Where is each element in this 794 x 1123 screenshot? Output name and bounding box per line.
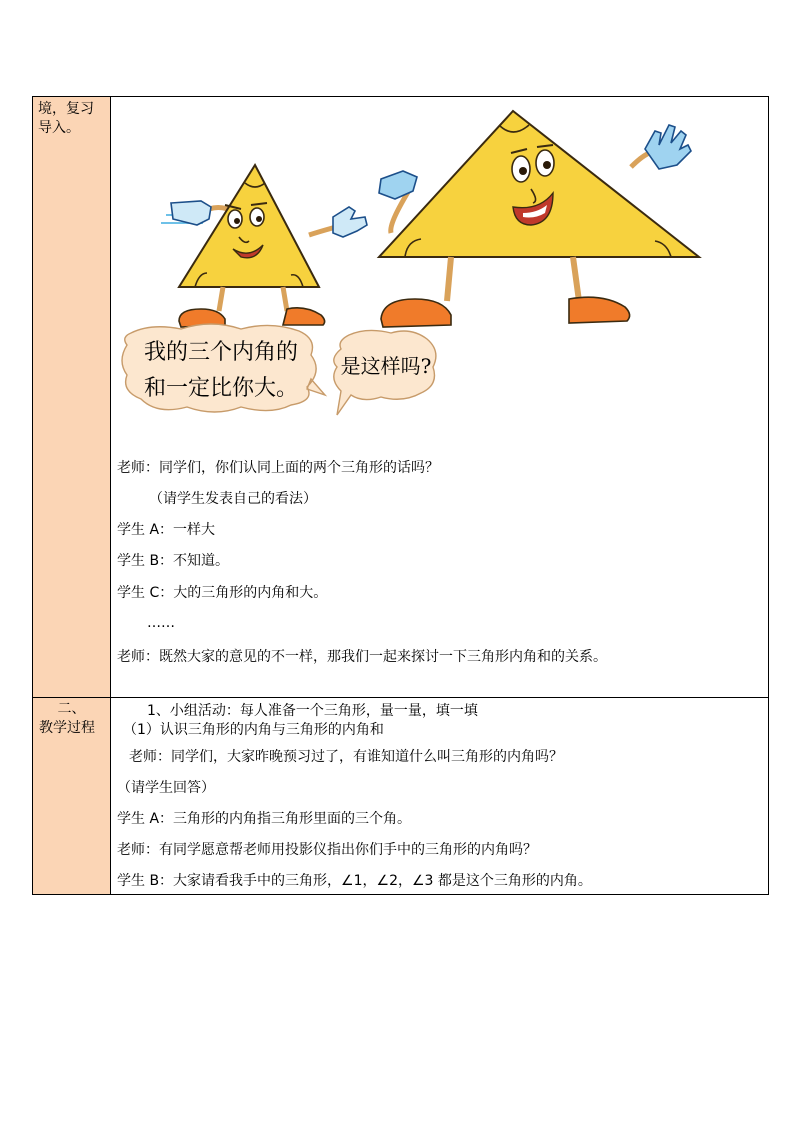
content-cell: [111, 97, 769, 698]
speech-bubble-right: [334, 330, 436, 415]
content-block: [111, 698, 768, 894]
large-triangle-character: [379, 111, 699, 327]
table-row: [33, 97, 769, 698]
triangle-characters-illustration: [111, 97, 769, 449]
speech-bubble-left: [122, 324, 325, 412]
paragraph: 老师：有同学愿意帮老师用投影仪指出你们手中的三角形的内角吗？: [117, 842, 537, 858]
lesson-plan-table: [32, 96, 769, 895]
small-triangle-character: [161, 165, 367, 327]
paragraph: （1）认识三角形的内角与三角形的内角和: [123, 722, 384, 738]
section-label-line: 教学过程: [39, 720, 95, 736]
paragraph: 老师：同学们，你们认同上面的两个三角形的话吗？: [117, 460, 439, 476]
bubble-left-line2: 和一定比你大。: [143, 376, 299, 401]
section-label-cell: [33, 698, 111, 895]
paragraph: （请学生发表自己的看法）: [149, 491, 317, 507]
paragraph: 老师：同学们，大家昨晚预习过了，有谁知道什么叫三角形的内角吗？: [129, 749, 563, 765]
paragraph: 学生 B：不知道。: [117, 553, 230, 569]
section-label-line: 二、: [57, 701, 86, 717]
section-label-cell: [33, 97, 111, 698]
paragraph: （请学生回答）: [117, 780, 215, 796]
table-row: [33, 698, 769, 895]
paragraph: 学生 A：三角形的内角指三角形里面的三个角。: [117, 811, 412, 827]
content-cell: [111, 698, 769, 895]
paragraph: 学生 B：大家请看我手中的三角形，∠1，∠2，∠3 都是这个三角形的内角。: [117, 873, 592, 889]
paragraph: 老师：既然大家的意见的不一样，那我们一起来探讨一下三角形内角和的关系。: [117, 649, 607, 665]
paragraph: 1、小组活动：每人准备一个三角形，量一量，填一填: [147, 703, 478, 719]
section-label-line: 导入。: [38, 120, 80, 136]
bubble-right-text: 是这样吗?: [340, 354, 432, 378]
bubble-left-line1: 我的三个内角的: [143, 340, 299, 365]
paragraph: ……: [147, 615, 175, 631]
paragraph: 学生 C：大的三角形的内角和大。: [117, 585, 328, 601]
section-label-line: 境，复习: [38, 101, 94, 117]
paragraph: 学生 A：一样大: [117, 522, 216, 538]
content-block: [111, 97, 768, 697]
